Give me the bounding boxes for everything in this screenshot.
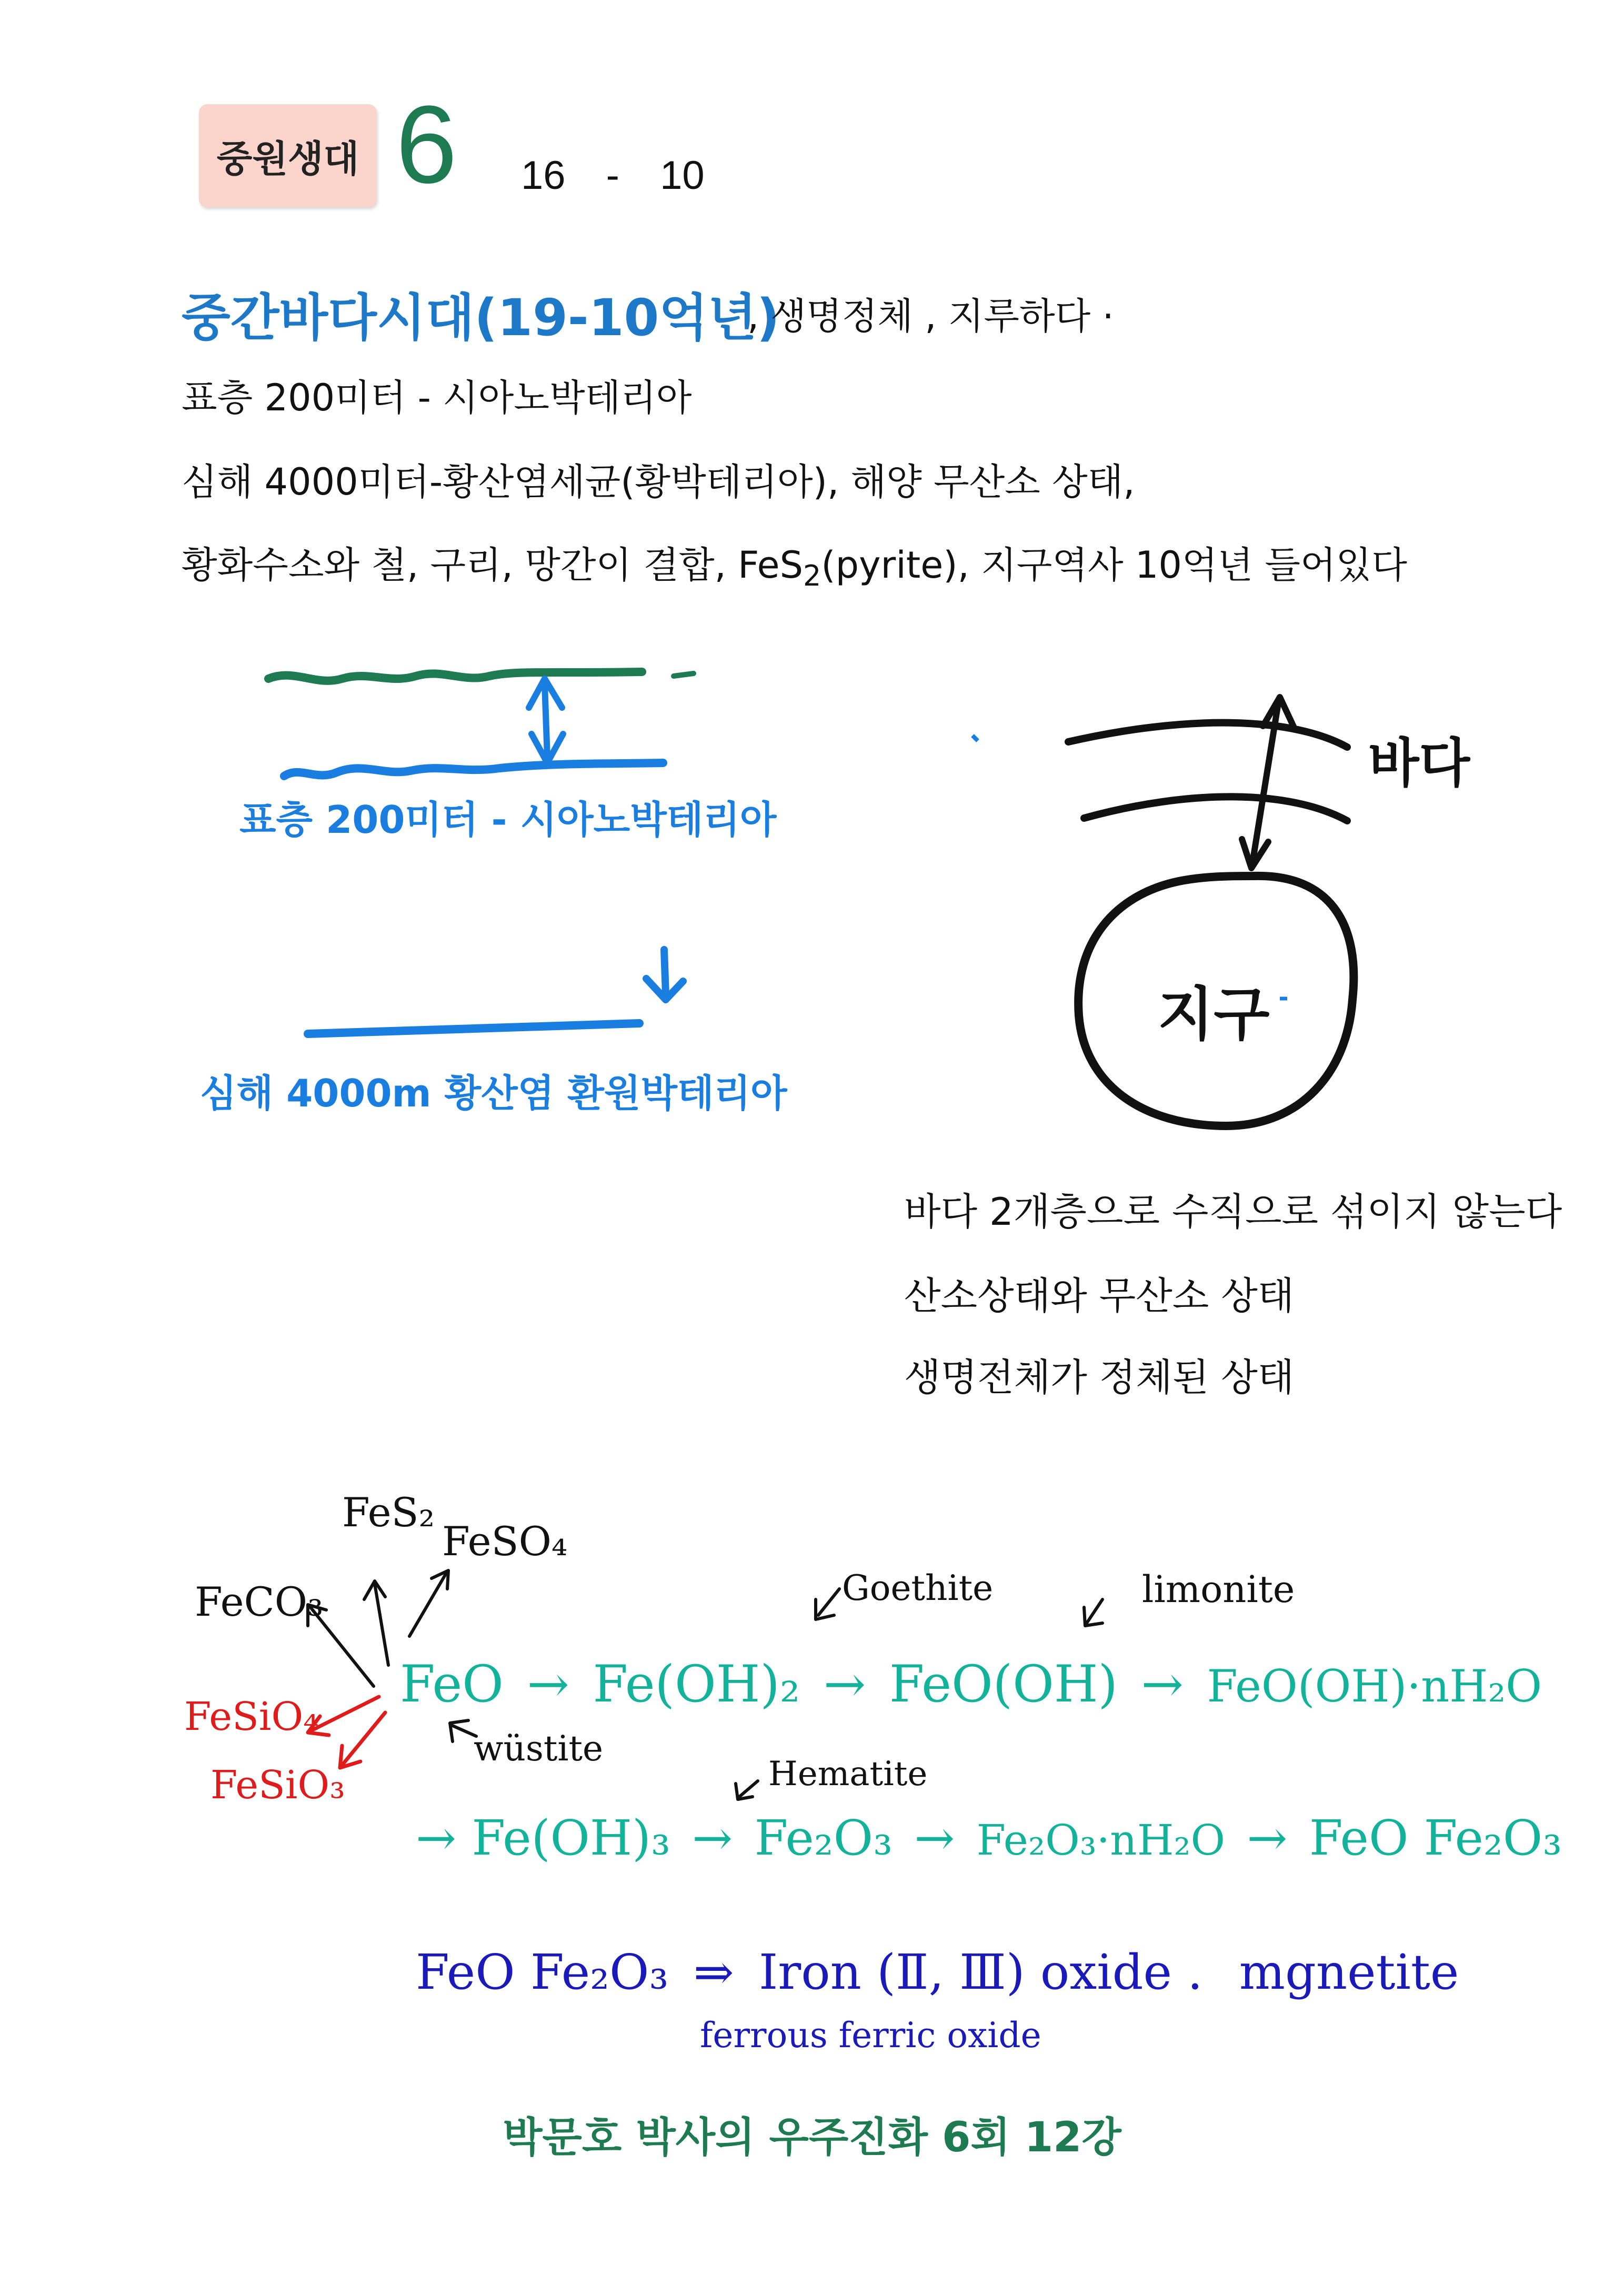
- surface-wave-line: [268, 672, 642, 681]
- depth-arrow-shaft: [545, 684, 547, 758]
- sea-upper-arc: [1068, 723, 1347, 747]
- fe2o3-formula: Fe₂O₃: [754, 1810, 893, 1866]
- arrow-7: →: [1247, 1810, 1288, 1866]
- feoh2-formula: Fe(OH)₂: [593, 1655, 800, 1714]
- earth-label: 지구: [1158, 980, 1270, 1048]
- fesio3-label: FeSiO₃: [210, 1763, 345, 1808]
- goethite-label: Goethite: [842, 1568, 994, 1608]
- iron-oxide-name: Iron (Ⅱ, Ⅲ) oxide .: [758, 1944, 1203, 2000]
- text-line-1: 표층 200미터 - 시아노박테리아: [182, 376, 692, 419]
- fesio4-label: FeSiO₄: [184, 1694, 319, 1739]
- surface-wave-tail: [674, 673, 694, 676]
- feoh3-formula: Fe(OH)₃: [472, 1810, 670, 1866]
- footer-credit: 박문호 박사의 우주진화 6회 12강: [503, 2114, 1121, 2161]
- arrow-1: →: [527, 1655, 569, 1714]
- sea-label: 바다: [1368, 732, 1470, 794]
- feooh-nh2o-formula: FeO(OH)·nH₂O: [1207, 1660, 1542, 1712]
- feso4-label: FeSO₄: [442, 1518, 568, 1565]
- subscript-2: 2: [803, 559, 821, 592]
- note-3: 생명전체가 정체된 상태: [904, 1355, 1295, 1399]
- range-end: 10: [660, 153, 705, 198]
- text-line-3a: 황화수소와 철, 구리, 망간이 결합, FeS: [182, 543, 804, 587]
- sea-lower-arc: [1084, 797, 1347, 821]
- range-start: 16: [521, 153, 566, 198]
- feooh-formula: FeO(OH): [889, 1655, 1118, 1714]
- text-line-3b: (pyrite), 지구역사 10억년 들어있다: [821, 543, 1407, 587]
- reaction-row-2: [416, 1810, 1562, 1866]
- wustite-label: wüstite: [474, 1728, 604, 1769]
- thermocline-line: [284, 763, 663, 776]
- magnetite-name: mgnetite: [1239, 1944, 1459, 2000]
- note-2: 산소상태와 무산소 상태: [904, 1274, 1295, 1318]
- fes2-label: FeS₂: [342, 1489, 435, 1536]
- red-arrows: [308, 1697, 385, 1768]
- range-separator: -: [606, 153, 619, 198]
- feco3-label: FeCO₃: [195, 1578, 324, 1625]
- arrow-6: →: [914, 1810, 955, 1866]
- deep-layer-label: 심해 4000m 황산염 환원박테리아: [200, 1071, 787, 1115]
- arrow-3: →: [1141, 1655, 1184, 1714]
- feofe2o3-formula: FeO Fe₂O₃: [1309, 1810, 1562, 1866]
- descend-arrow-shaft: [664, 950, 666, 994]
- magnetite-row: [416, 1944, 1459, 2000]
- feo-formula: FeO: [400, 1655, 504, 1714]
- stray-mark: [973, 736, 978, 741]
- limonite-label: limonite: [1142, 1568, 1295, 1611]
- arrow-4: →: [416, 1810, 457, 1866]
- note-1: 바다 2개층으로 수직으로 섞이지 않는다: [904, 1190, 1562, 1234]
- deep-sea-line: [308, 1023, 639, 1034]
- fe2o3-nh2o-formula: Fe₂O₃·nH₂O: [976, 1816, 1226, 1865]
- era-title: 중간바다시대(19-10억년): [182, 288, 780, 347]
- lecture-number: 6: [396, 83, 457, 206]
- surface-layer-label: 표층 200미터 - 시아노박테리아: [239, 798, 777, 842]
- text-line-2: 심해 4000미터-황산염세균(황박테리아), 해양 무산소 상태,: [182, 460, 1135, 503]
- hematite-label: Hematite: [768, 1755, 928, 1794]
- arrow-5: →: [692, 1810, 733, 1866]
- era-note: , 생명정체 , 지루하다 ·: [747, 295, 1114, 338]
- ferrous-ferric-label: ferrous ferric oxide: [700, 2015, 1041, 2056]
- implies-arrow: ⇒: [693, 1944, 734, 2000]
- magnetite-formula: FeO Fe₂O₃: [416, 1944, 669, 2000]
- arrow-2: →: [823, 1655, 866, 1714]
- section-badge: 중원생대: [199, 104, 377, 207]
- reaction-row-1: [400, 1655, 1542, 1714]
